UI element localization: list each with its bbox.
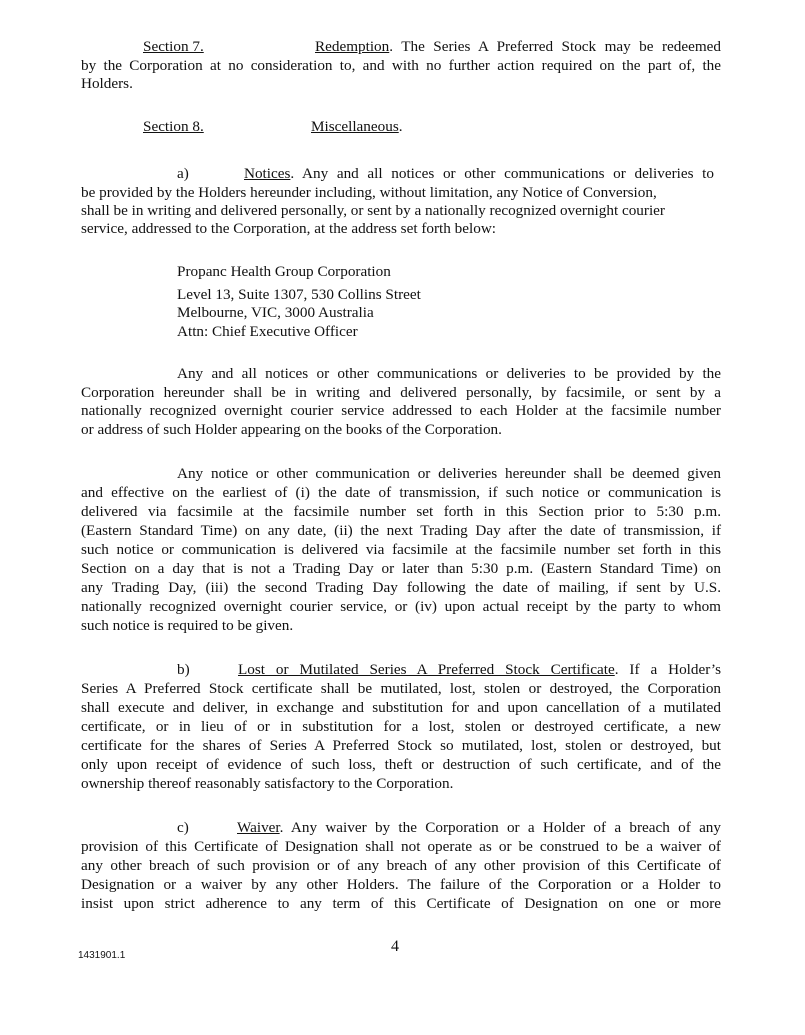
notices-para3-line: and effective on the earliest of (i) the date of transmission, if such notice or communication is xyxy=(81,484,721,501)
section-8-heading-suffix: . xyxy=(398,118,403,135)
notices-label: a) xyxy=(177,165,189,182)
notices-first-line-rest: . Any and all notices or other communications or deliveries to xyxy=(290,165,714,182)
lost-certificate-line: Series A Preferred Stock certificate shall be mutilated, lost, stolen or destroyed, the Corporation xyxy=(81,680,721,697)
notices-para3-line: Section on a day that is not a Trading Day or later than 5:30 p.m. (Eastern Standard Time) on xyxy=(81,560,721,577)
waiver-line: insist upon strict adherence to any term of this Certificate of Designation on one or more xyxy=(81,895,721,912)
waiver-label: c) xyxy=(177,819,189,836)
notices-para2-line: or address of such Holder appearing on the books of the Corporation. xyxy=(81,421,502,438)
notices-line: shall be in writing and delivered personally, or sent by a nationally recognized overnight courier xyxy=(81,202,665,219)
waiver-heading: Waiver xyxy=(237,819,280,836)
notices-para3-line: Any notice or other communication or deliveries hereunder shall be deemed given xyxy=(177,465,721,482)
address-line: Melbourne, VIC, 3000 Australia xyxy=(177,304,374,321)
section-8-heading-wrap xyxy=(311,117,403,136)
section-7-first-line-rest: . The Series A Preferred Stock may be redeemed xyxy=(389,38,721,55)
lost-certificate-line: only upon receipt of evidence of such loss, theft or destruction of such certificate, and of the xyxy=(81,756,721,773)
notices-para3-line: (Eastern Standard Time) on any date, (ii) the next Trading Day after the date of transmission, if xyxy=(81,522,721,539)
section-8-heading: Miscellaneous xyxy=(311,118,399,135)
notices-para3-line: delivered via facsimile at the facsimile number set forth in this Section prior to 5:30 p.m. xyxy=(81,503,721,520)
section-7-number: Section 7. xyxy=(143,38,204,55)
notices-para2-line: Any and all notices or other communications or deliveries to be provided by the xyxy=(177,365,721,382)
waiver-first-line-rest: . Any waiver by the Corporation or a Holder of a breach of any xyxy=(279,819,721,836)
waiver-line: any other breach of such provision or of any breach of any other provision of this Certificate of xyxy=(81,857,721,874)
notices-para2-line: Corporation hereunder shall be in writing and delivered personally, by facsimile, or sent by a xyxy=(81,384,721,401)
section-7-line: Holders. xyxy=(81,75,133,92)
section-7-heading: Redemption xyxy=(315,38,390,55)
notices-para3-line: such notice is required to be given. xyxy=(81,617,294,634)
address-line: Propanc Health Group Corporation xyxy=(177,263,391,280)
notices-line: service, addressed to the Corporation, at the address set forth below: xyxy=(81,220,497,237)
notices-first-line xyxy=(244,164,714,183)
section-7-line: by the Corporation at no consideration to, and with no further action required on the part of, the xyxy=(81,57,721,74)
notices-para2-line: nationally recognized overnight courier service addressed to each Holder at the facsimile number xyxy=(81,402,721,419)
section-8-number: Section 8. xyxy=(143,118,204,135)
page-number: 4 xyxy=(391,938,399,955)
address-line: Attn: Chief Executive Officer xyxy=(177,323,358,340)
lost-certificate-first-line xyxy=(238,660,721,679)
lost-certificate-first-line-rest: . If a Holder’s xyxy=(614,661,721,678)
notices-para3-line: any Trading Day, (iii) the second Trading Day following the date of mailing, if sent by U.S. xyxy=(81,579,721,596)
notices-heading: Notices xyxy=(244,165,291,182)
notices-para3-line: such notice or communication is delivered via facsimile at the facsimile number set forth in this xyxy=(81,541,721,558)
waiver-line: Designation or a waiver by any other Holders. The failure of the Corporation or a Holder to xyxy=(81,876,721,893)
lost-certificate-line: shall execute and deliver, in exchange and substitution for and upon cancellation of a mutilated xyxy=(81,699,721,716)
document-id: 1431901.1 xyxy=(78,950,126,961)
notices-line: be provided by the Holders hereunder including, without limitation, any Notice of Conversion, xyxy=(81,184,657,201)
waiver-line: provision of this Certificate of Designation shall not operate as or be construed to be a waiver of xyxy=(81,838,721,855)
notices-para3-line: nationally recognized overnight courier service, or (iv) upon actual receipt by the party to whom xyxy=(81,598,721,615)
waiver-first-line xyxy=(237,818,721,837)
address-line: Level 13, Suite 1307, 530 Collins Street xyxy=(177,286,421,303)
lost-certificate-heading: Lost or Mutilated Series A Preferred Stock Certificate xyxy=(238,661,615,678)
lost-certificate-label: b) xyxy=(177,661,190,678)
section-7-first-line xyxy=(315,37,721,56)
lost-certificate-line: certificate for the shares of Series A Preferred Stock so mutilated, lost, stolen or destroyed, but xyxy=(81,737,721,754)
lost-certificate-line: ownership thereof reasonably satisfactory to the Corporation. xyxy=(81,775,454,792)
lost-certificate-line: certificate, or in lieu of or in substitution for a lost, stolen or destroyed certificate, a new xyxy=(81,718,721,735)
